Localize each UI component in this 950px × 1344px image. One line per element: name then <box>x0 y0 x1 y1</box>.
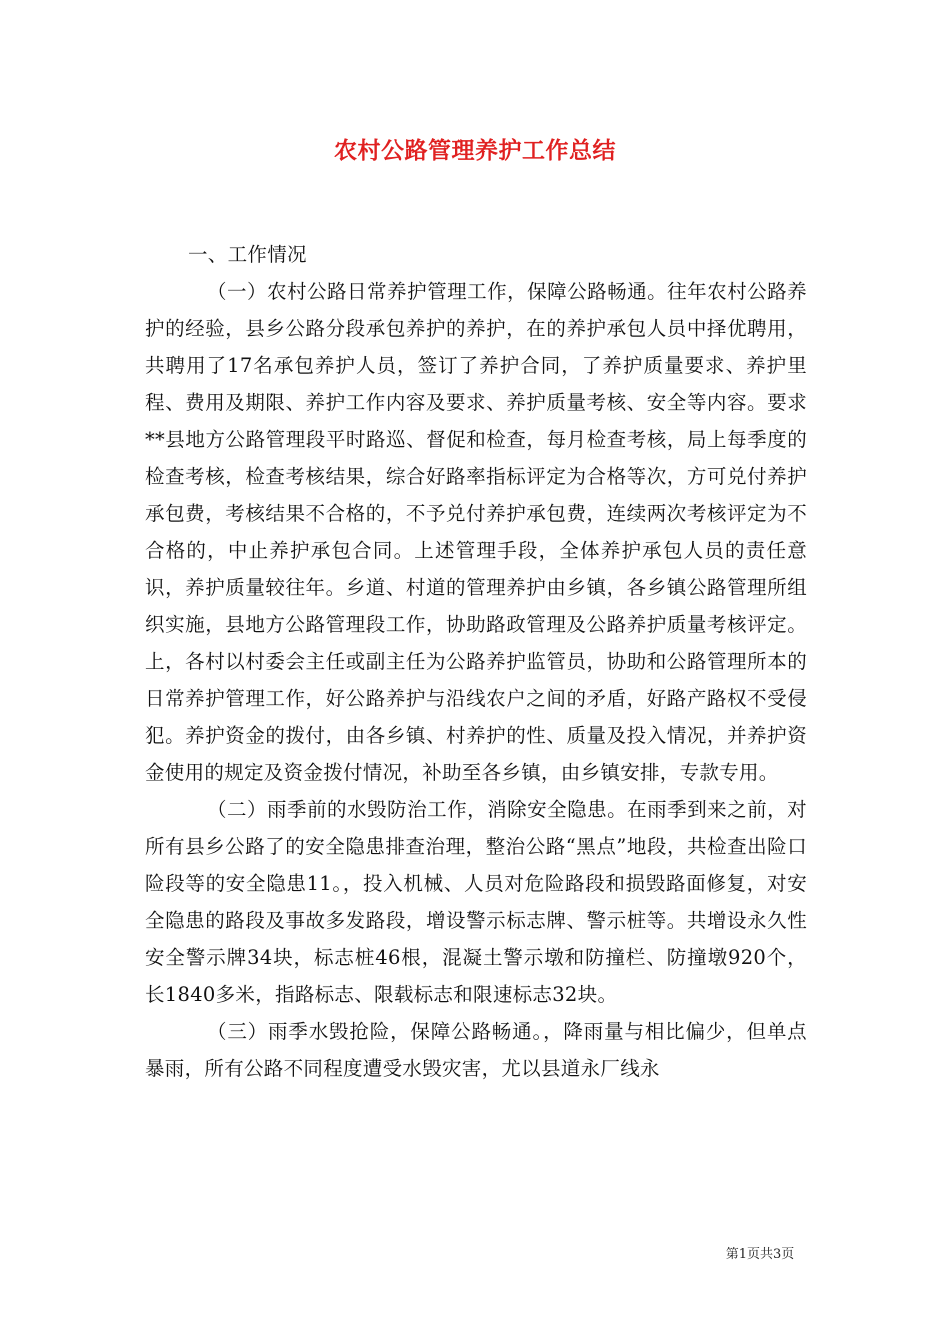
page-footer <box>0 1243 950 1262</box>
paragraph-3: （三）雨季水毁抢险，保障公路畅通。，降雨量与相比偏少，但单点暴雨，所有公路不同程度遭受水毁灾害，尤以县道永厂线永 <box>145 1020 807 1080</box>
page-number: 第1页共3页 <box>725 1247 795 1262</box>
document-body <box>145 236 807 1087</box>
paragraph-1: （一）农村公路日常养护管理工作，保障公路畅通。往年农村公路养护的经验，县乡公路分段承包养护的养护，在的养护承包人员中择优聘用，共聘用了17名承包养护人员，签订了养护合同，了养护质量要求、养护里程、费用及期限、养护工作内容及要求、养护质量考核、安全等内容。要求**县地方公路管理段平时路巡、督促和检查，每月检查考核，局上每季度的检查考核，检查考核结果，综合好路率指标评定为合格等次，方可兑付养护承包费，考核结果不合格的，不予兑付养护承包费，连续两次考核评定为不合格的，中止养护承包合同。上述管理手段，全体养护承包人员的责任意识，养护质量较往年。乡道、村道的管理养护由乡镇，各乡镇公路管理所组织实施，县地方公路管理段工作，协助路政管理及公路养护质量考核评定。上，各村以村委会主任或副主任为公路养护监管员，协助和公路管理所本的日常养护管理工作，好公路养护与沿线农户之间的矛盾，好路产路权不受侵犯。养护资金的拨付，由各乡镇、村养护的性、质量及投入情况，并养护资金使用的规定及资金拨付情况，补助至各乡镇，由乡镇安排，专款专用。 <box>145 280 807 784</box>
section-heading: 一、工作情况 <box>188 243 307 266</box>
paragraph-2: （二）雨季前的水毁防治工作，消除安全隐患。在雨季到来之前，对所有县乡公路了的安全隐患排查治理，整治公路“黑点”地段，共检查出险口险段等的安全隐患11。，投入机械、人员对危险路段和损毁路面修复，对安全隐患的路段及事故多发路段，增设警示标志牌、警示桩等。共增设永久性安全警示牌34块，标志桩46根，混凝土警示墩和防撞栏、防撞墩920个，长1840多米，指路标志、限载标志和限速标志32块。 <box>145 798 807 1006</box>
document-title: 农村公路管理养护工作总结 <box>334 137 616 164</box>
